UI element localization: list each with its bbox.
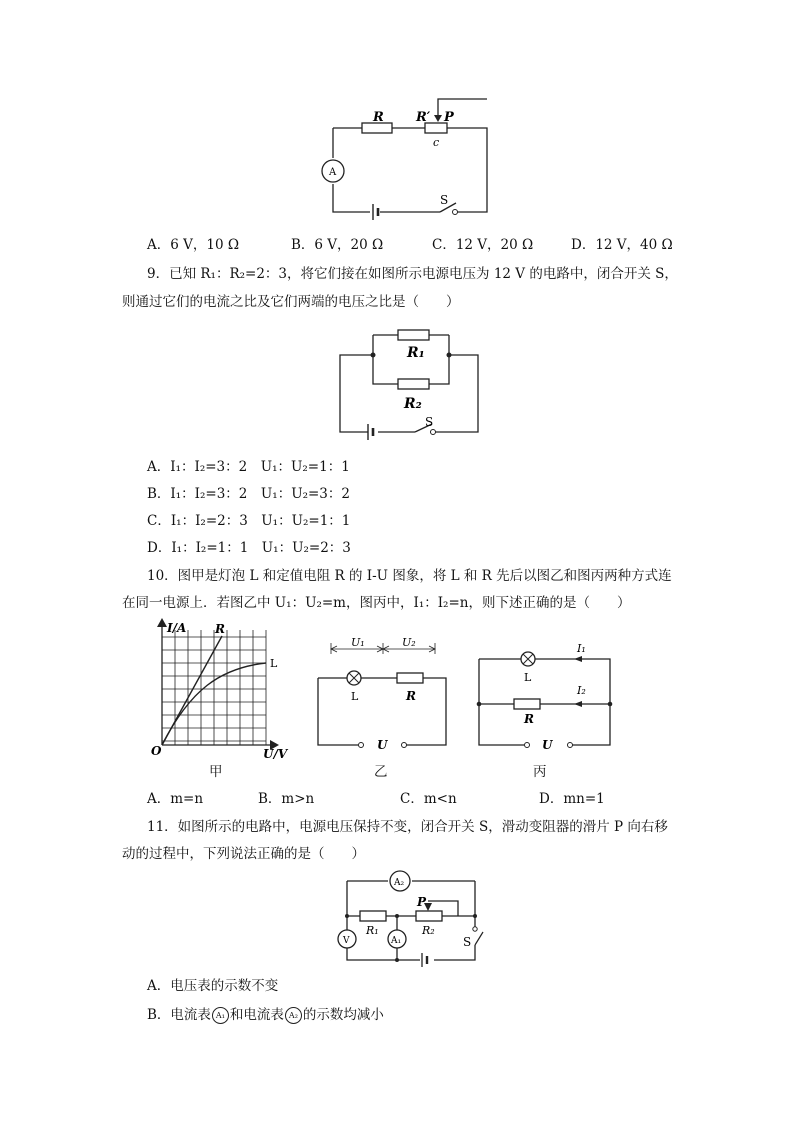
q11-stem-line2: 动的过程中，下列说法正确的是（ ） <box>122 846 365 862</box>
q10-stem-line1: 10．图甲是灯泡 L 和定值电阻 R 的 I-U 图象，将 L 和 R 先后以图乙和图丙两种方式连 <box>147 568 672 584</box>
q8-choice-a[interactable]: A．6 V，10 Ω <box>147 237 240 253</box>
label-U: U <box>542 738 553 752</box>
caption-yi: 乙 <box>374 764 388 780</box>
caption-bing: 丙 <box>533 764 547 780</box>
q9-choice-c[interactable]: C．I₁：I₂=2：3 U₁：U₂=1：1 <box>147 513 351 529</box>
label-U1: U₁ <box>351 636 365 649</box>
choice-b-text-1: B．电流表 <box>147 1007 211 1023</box>
q10-choice-b[interactable]: B．m>n <box>258 791 315 807</box>
label-U2: U₂ <box>402 636 416 649</box>
resistor-R1 <box>360 911 386 921</box>
q9-stem-line1: 9．已知 R₁：R₂=2：3，将它们接在如图所示电源电压为 12 V 的电路中，闭合开关 S， <box>147 266 678 282</box>
label-V: V <box>343 936 350 946</box>
caption-jia: 甲 <box>209 764 223 780</box>
curve-L-label: L <box>270 657 278 670</box>
q8-choice-c[interactable]: C．12 V，20 Ω <box>432 237 534 253</box>
label-c: c <box>433 136 440 149</box>
ammeter-a2-icon: A₂ <box>285 1007 302 1024</box>
ammeter-a1-icon: A₁ <box>212 1007 229 1024</box>
label-L: L <box>351 690 359 703</box>
q10-choice-a[interactable]: A．m=n <box>147 791 204 807</box>
q10-choice-c[interactable]: C．m<n <box>400 791 457 807</box>
label-I2: I₂ <box>577 684 586 697</box>
q9-stem-line2: 则通过它们的电流之比及它们两端的电压之比是（ ） <box>122 294 460 310</box>
label-R1: R₁ <box>366 924 379 937</box>
q9-choice-a[interactable]: A．I₁：I₂=3：2 U₁：U₂=1：1 <box>147 459 350 475</box>
curve-R-label: R <box>215 622 225 636</box>
label-Rprime: R′ <box>416 110 431 125</box>
label-R2: R₂ <box>404 396 422 412</box>
label-P: P <box>417 895 427 909</box>
label-A1: A₁ <box>391 936 402 946</box>
q10-choice-d[interactable]: D．mn=1 <box>539 791 605 807</box>
q9-choice-d[interactable]: D．I₁：I₂=1：1 U₁：U₂=2：3 <box>147 540 351 556</box>
label-R: R <box>373 110 384 125</box>
q8-choice-d[interactable]: D．12 V，40 Ω <box>571 237 673 253</box>
choice-b-text-3: 的示数均减小 <box>302 1007 384 1023</box>
origin-label: O <box>151 744 162 758</box>
y-axis-label: I/A <box>167 621 187 635</box>
label-L: L <box>524 671 532 684</box>
label-S: S <box>425 415 434 429</box>
choice-b-text-2: 和电流表 <box>229 1007 284 1023</box>
rheostat-R2 <box>416 911 442 921</box>
label-U: U <box>377 738 388 752</box>
q8-choice-b[interactable]: B．6 V，20 Ω <box>291 237 384 253</box>
q9-choice-b[interactable]: B．I₁：I₂=3：2 U₁：U₂=3：2 <box>147 486 350 502</box>
q11-stem-line1: 11．如图所示的电路中，电源电压保持不变，闭合开关 S，滑动变阻器的滑片 P 向右移 <box>147 819 668 835</box>
q11-choice-a[interactable]: A．电压表的示数不变 <box>147 978 279 994</box>
label-P: P <box>444 110 454 125</box>
x-axis-label: U/V <box>263 747 288 761</box>
label-I1: I₁ <box>577 642 586 655</box>
label-A: A <box>329 167 337 178</box>
label-R2: R₂ <box>422 924 435 937</box>
label-R1: R₁ <box>407 345 425 361</box>
label-S: S <box>463 935 472 949</box>
label-R: R <box>406 689 416 703</box>
label-A2: A₂ <box>394 878 405 888</box>
label-S: S <box>440 193 449 207</box>
q11-choice-b[interactable] <box>147 1006 384 1024</box>
label-R: R <box>524 712 534 726</box>
q10-stem-line2: 在同一电源上．若图乙中 U₁：U₂=m，图丙中，I₁：I₂=n，则下述正确的是（ ） <box>122 595 631 611</box>
